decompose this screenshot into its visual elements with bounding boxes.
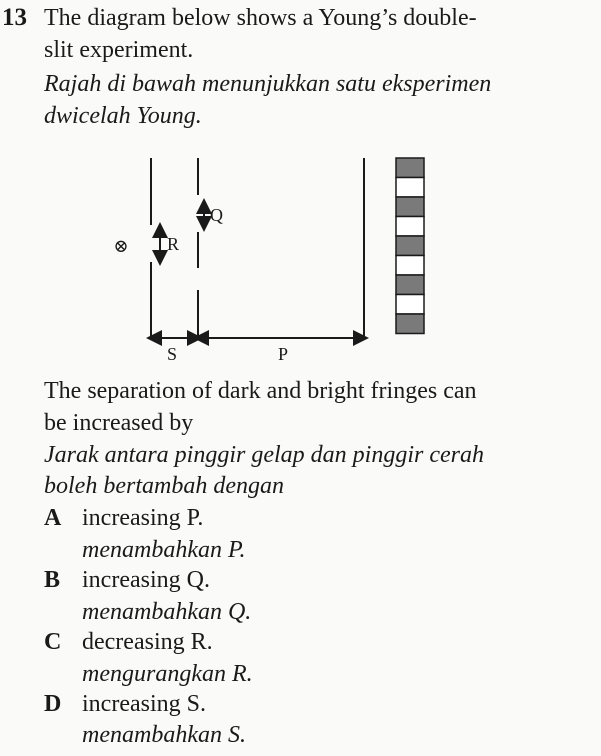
question-number: 13: [2, 4, 27, 31]
light-source-icon: ⊗: [113, 236, 129, 256]
option-text: increasing P.: [82, 505, 204, 531]
intro-ms-line-2: dwicelah Young.: [44, 103, 202, 129]
bright-fringe: [396, 256, 424, 276]
option-text: increasing Q.: [82, 567, 210, 593]
stem-ms-line-2: boleh bertambah dengan: [44, 473, 284, 499]
dark-fringe: [396, 158, 424, 178]
label-q: Q: [210, 205, 223, 225]
bright-fringe: [396, 217, 424, 237]
stem-en-line-1: The separation of dark and bright fringes can: [44, 378, 477, 404]
option-translation: menambahkan P.: [82, 537, 246, 563]
option-translation: menambahkan S.: [82, 722, 246, 748]
option-letter: C: [44, 629, 62, 655]
dark-fringe: [396, 236, 424, 256]
intro-en-line-1: The diagram below shows a Young’s double-: [44, 5, 477, 31]
bright-fringe: [396, 178, 424, 198]
fringe-pattern: [396, 158, 424, 334]
option-letter: A: [44, 505, 62, 531]
intro-en-line-2: slit experiment.: [44, 37, 194, 63]
dark-fringe: [396, 275, 424, 295]
option-text: increasing S.: [82, 691, 206, 717]
dark-fringe: [396, 197, 424, 217]
option-translation: menambahkan Q.: [82, 599, 252, 625]
bright-fringe: [396, 295, 424, 315]
label-s: S: [166, 344, 178, 364]
stem-ms-line-1: Jarak antara pinggir gelap dan pinggir cerah: [44, 442, 484, 468]
dark-fringe: [396, 314, 424, 334]
intro-ms-line-1: Rajah di bawah menunjukkan satu eksperimen: [44, 71, 492, 97]
option-letter: D: [44, 691, 62, 717]
label-r: R: [167, 234, 180, 254]
option-letter: B: [44, 567, 61, 593]
double-slit-diagram: [0, 140, 601, 370]
label-p: P: [277, 344, 289, 364]
option-translation: mengurangkan R.: [82, 661, 253, 687]
option-text: decreasing R.: [82, 629, 213, 655]
stem-en-line-2: be increased by: [44, 410, 194, 436]
